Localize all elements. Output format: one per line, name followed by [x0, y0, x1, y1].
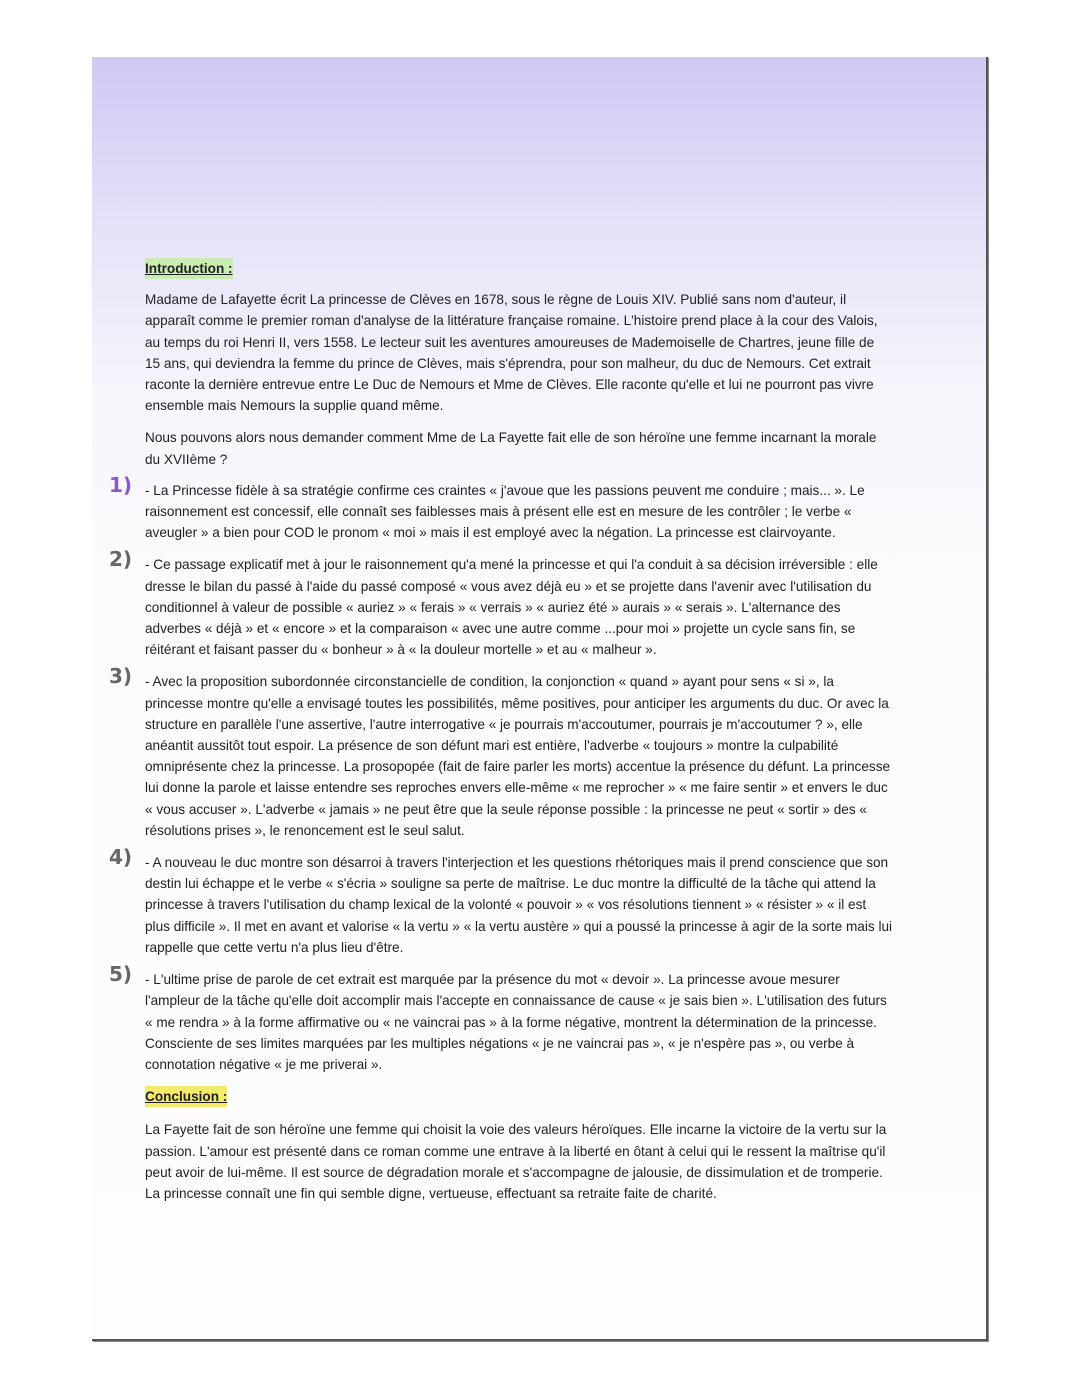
point-number-1: 1) [109, 472, 133, 497]
point-number-4: 4) [109, 845, 133, 870]
point-number-5: 5) [109, 962, 133, 987]
analysis-point-5 [109, 962, 893, 1075]
point-text-1: - La Princesse fidèle à sa stratégie confirme ces craintes « j'avoue que les passions peuvent me conduire ; mais... ». Le raisonnement est concessif, elle connaît ses faiblesses mais à présent elle est en mesure de les contrôler ; le verbe « aveugler » a bien pour COD le pronom « moi » mais il est employé avec la négation. La princesse est clairvoyante. [145, 482, 865, 541]
point-text-2: - Ce passage explicatif met à jour le raisonnement qu'a mené la princesse et qui l'a conduit à sa décision irréversible : elle dresse le bilan du passé à l'aide du passé composé « vous avez déjà eu » et se projette dans l'avenir avec l'utilisation du conditionnel à valeur de possible « auriez » « ferais » « verrais » « auriez été » aurais » « serais ». L'alternance des adverbes « déjà » et « encore » et la comparaison « avec une autre comme ...pour moi » projette un cycle sans fin, se réitérant et faisant passer du « bonheur » à « la douleur mortelle » et au « malheur ». [145, 557, 878, 658]
analysis-point-1 [109, 472, 893, 544]
conclusion-paragraph: La Fayette fait de son héroïne une femme qui choisit la voie des valeurs héroïques. Elle incarne la victoire de la vertu sur la passion. L'amour est présenté dans ce roman comme une entrave à la liberté en ôtant à celui qui le ressent la maîtrise qu'il peut avoir de lui-même. Il est source de dégradation morale et s'accompagne de jalousie, de dissimulation et de tromperie. La princesse connaît une fin qui semble digne, vertueuse, effectuant sa retraite faite de charité. [145, 1122, 887, 1201]
introduction-heading-row [145, 258, 893, 279]
analysis-point-2 [109, 547, 893, 660]
point-text-5: - L'ultime prise de parole de cet extrait est marquée par la présence du mot « devoir ». La princesse avoue mesurer l'ampleur de la tâche qu'elle doit accomplir mais l'accepte en connaissance de cause « je sais bien ». L'utilisation des futurs « me rendra » à la forme affirmative ou « ne vaincrai pas » à la forme négative, montrent la détermination de la princesse. Consciente de ses limites marquées par les multiples négations « je ne vaincrai pas », « je n'espère pas », ou verbe à connotation négative « je me priverai ». [145, 972, 887, 1072]
point-number-2: 2) [109, 547, 133, 572]
document-body [109, 258, 893, 1204]
point-text-4: - A nouveau le duc montre son désarroi à travers l'interjection et les questions rhétoriques mais il prend conscience que son destin lui échappe et le verbe « s'écria » souligne sa perte de maîtrise. Le duc montre la difficulté de la tâche qui attend la princesse à travers l'utilisation du champ lexical de la volonté « pouvoir » « vos résolutions tiennent » « résister » « il est plus difficile ». Il met en avant et valorise « la vertu » « la vertu austère » qui a poussé la princesse à agir de la sorte mais lui rappelle que cette vertu n'a plus lieu d'être. [145, 855, 893, 955]
point-text-3: - Avec la proposition subordonnée circonstancielle de condition, la conjonction « quand » ayant pour sens « si », la princesse montre qu'elle a envisagé toutes les possibilités, même positives, pour anticiper les arguments du duc. Or avec la structure en parallèle l'une assertive, l'autre interrogative « je pourrais m'accoutumer, pourrais je m'accoutumer ? », elle anéantit aussitôt tout espoir. La présence de son défunt mari est entière, l'adverbe « toujours » montre la culpabilité omniprésente chez la princesse. La prosopopée (fait de faire parler les morts) accentue la présence du défunt. La princesse lui donne la parole et laisse entendre ses reproches envers elle-même « me reprocher » « me faire sentir » et envers le duc « vous accuser ». L'adverbe « jamais » ne peut être que la seule réponse possible : la princesse ne peut « sortir » des « résolutions prises », le renoncement est le seul salut. [145, 674, 891, 838]
introduction-paragraph: Madame de Lafayette écrit La princesse de Clèves en 1678, sous le règne de Louis XIV. Publié sans nom d'auteur, il apparaît comme le premier roman d'analyse de la littérature française romaine. L'histoire prend place à la cour des Valois, au temps du roi Henri II, vers 1558. Le lecteur suit les aventures amoureuses de Mademoiselle de Chartres, jeune fille de 15 ans, qui deviendra la femme du prince de Clèves, mais s'éprendra, pour son malheur, du duc de Nemours. Cet extrait raconte la dernière entrevue entre Le Duc de Nemours et Mme de Clèves. Elle raconte qu'elle et lui ne pourront pas vivre ensemble mais Nemours la supplie quand même. [145, 292, 878, 414]
introduction-heading: Introduction : [145, 258, 233, 279]
conclusion-heading-row [145, 1086, 893, 1107]
conclusion-heading: Conclusion : [145, 1086, 227, 1107]
point-number-3: 3) [109, 664, 133, 689]
problem-question: Nous pouvons alors nous demander comment Mme de La Fayette fait elle de son héroïne une femme incarnant la morale du XVIIème ? [145, 430, 877, 467]
analysis-point-3 [109, 664, 893, 841]
analysis-point-4 [109, 845, 893, 958]
